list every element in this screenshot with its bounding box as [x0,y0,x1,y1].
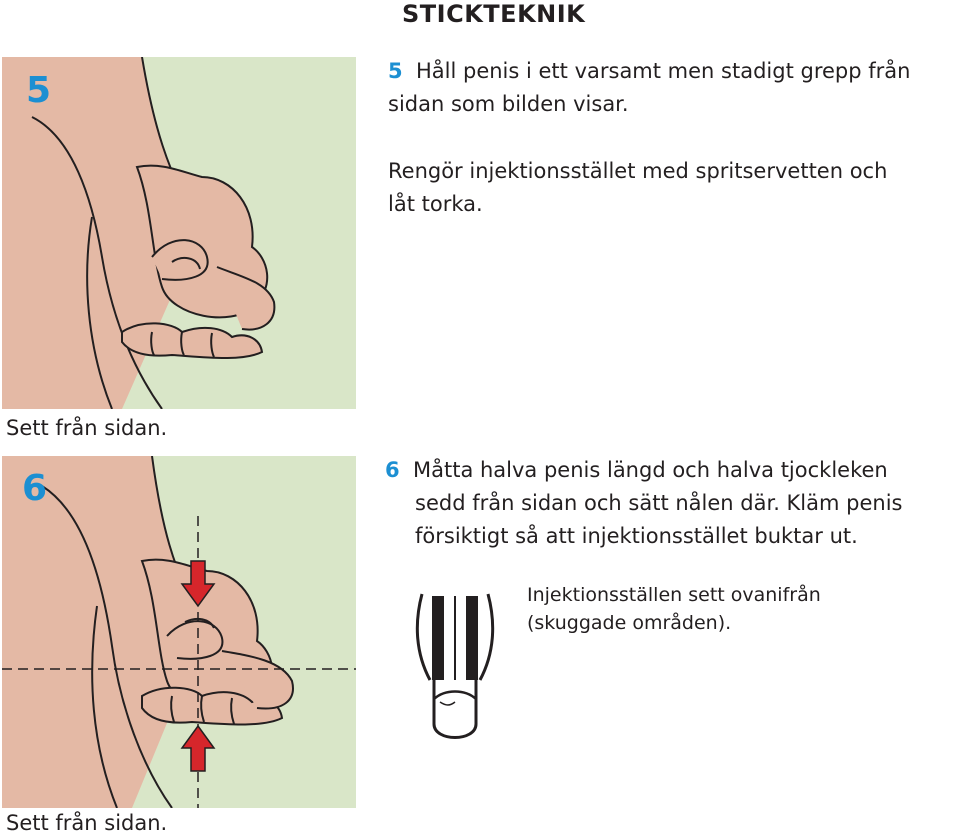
step5-line3: Rengör injektionsstället med spritservetten och [388,159,888,183]
step5-text [388,55,958,221]
step5-number: 5 [388,59,403,83]
step5-text1: Håll penis i ett varsamt men stadigt grepp från [415,59,911,83]
step5-line4: låt torka. [388,192,483,216]
step6-illustration [2,456,356,808]
step5-panel-number: 5 [26,70,52,111]
step6-line1 [385,454,957,487]
step6-line3: försiktigt så att injektionsstället buktar ut. [415,524,858,548]
injection-site-diagram [410,584,500,748]
step5-caption: Sett från sidan. [6,416,168,440]
page-title: STICKTEKNIK [402,0,586,28]
step5-line1 [388,55,958,88]
diagram-caption [527,581,947,637]
step5-line2: sidan som bilden visar. [388,92,629,116]
step6-text [385,454,957,553]
step6-panel-number: 6 [22,468,48,509]
step6-caption: Sett från sidan. [6,811,168,835]
step5-illustration [2,57,356,409]
step6-number: 6 [385,458,400,482]
step6-line1-text: Måtta halva penis längd och halva tjockleken [412,458,888,482]
diagram-caption-line1: Injektionsställen sett ovanifrån [527,584,821,606]
diagram-caption-line2: (skuggade områden). [527,612,732,634]
step6-line2: sedd från sidan och sätt nålen där. Kläm penis [415,491,903,515]
